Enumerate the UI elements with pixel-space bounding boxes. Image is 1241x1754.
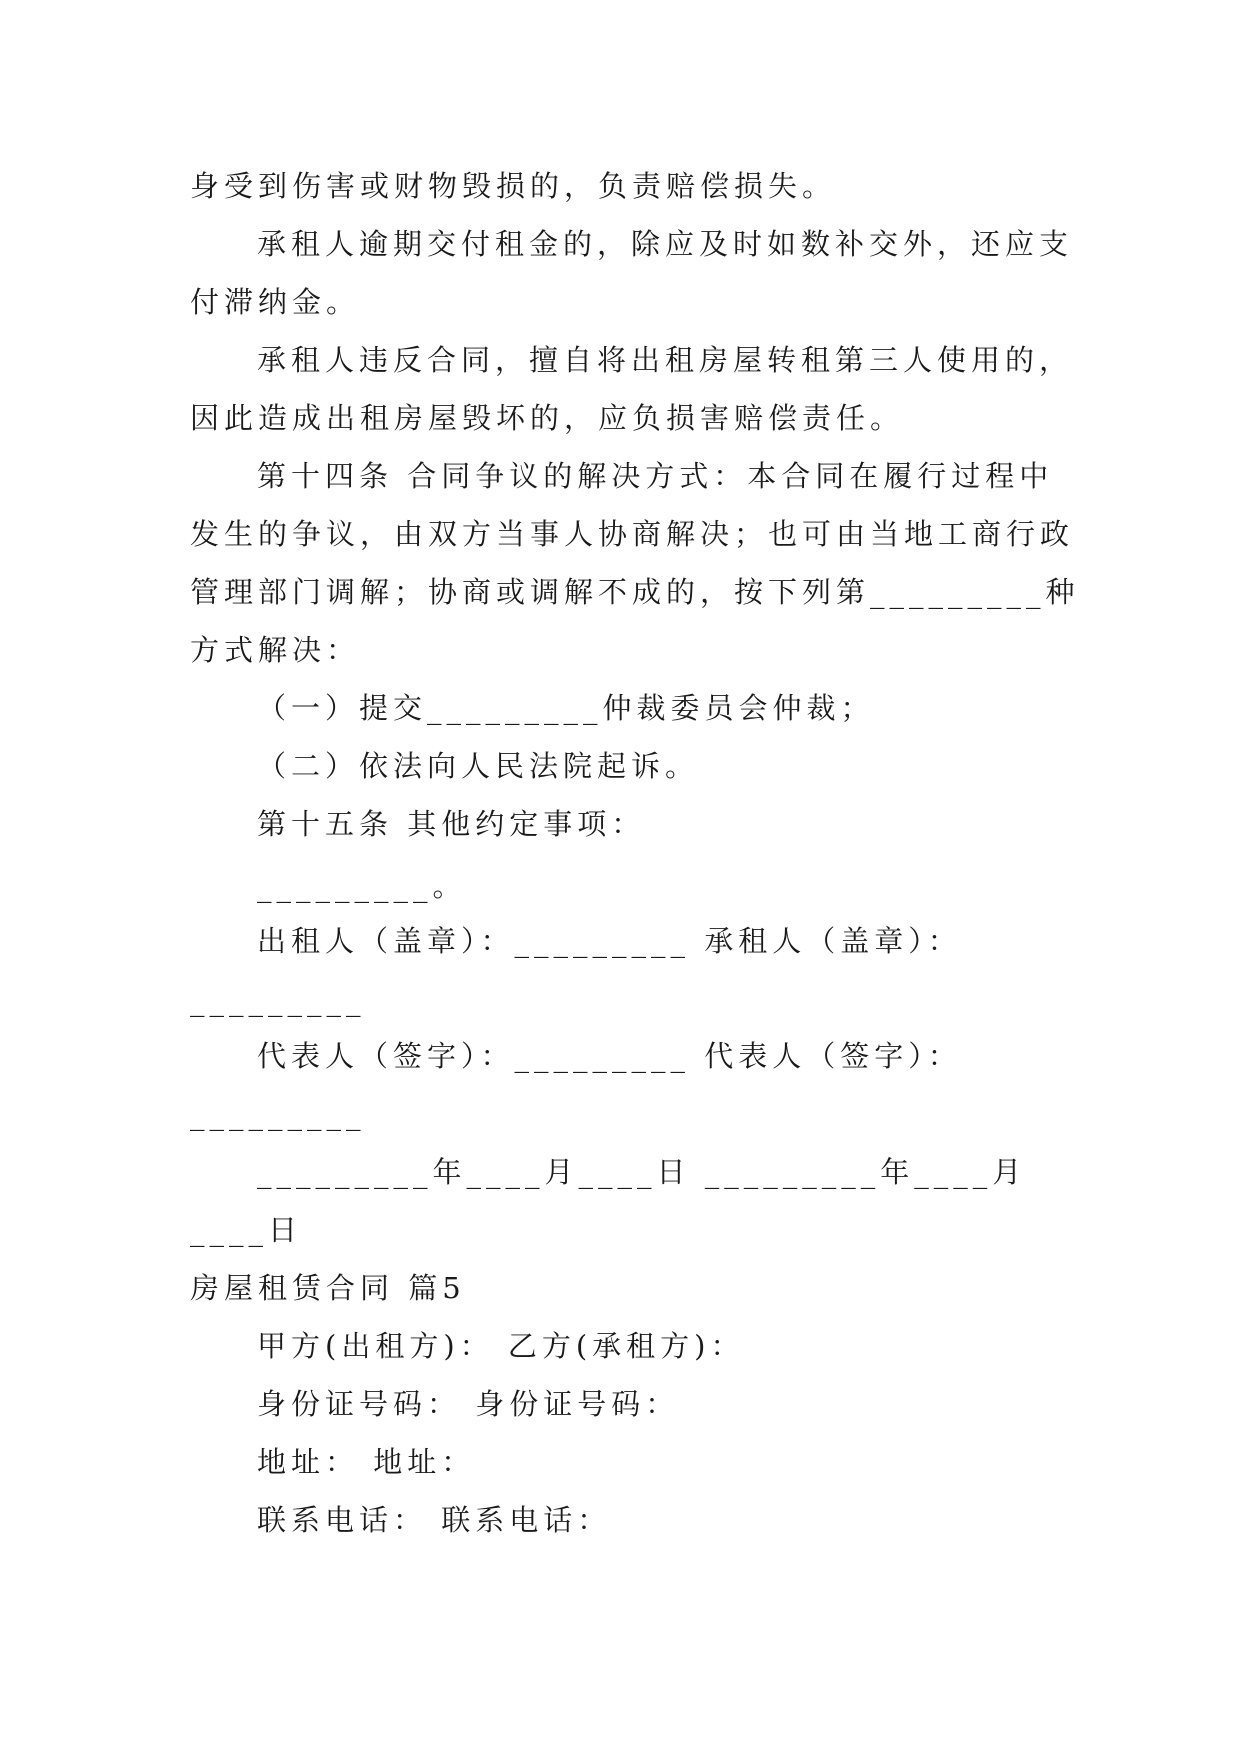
blank-line: _________ — [190, 1097, 366, 1131]
address-line: 地址： 地址： — [257, 1445, 476, 1479]
date-line-continued: ____日 — [190, 1213, 303, 1247]
party-line: 甲方(出租方)： 乙方(承租方)： — [257, 1329, 745, 1363]
paragraph-line: 付滞纳金。 — [190, 285, 361, 319]
paragraph-line: 承租人逾期交付租金的，除应及时如数补交外，还应支 — [257, 227, 1074, 261]
paragraph-line: 方式解决： — [190, 633, 361, 667]
paragraph-line: 管理部门调解；协商或调解不成的，按下列第_________种 — [190, 575, 1080, 609]
blank-line: _________。 — [257, 869, 467, 903]
blank-line: _________ — [190, 983, 366, 1017]
paragraph-line: 因此造成出租房屋毁坏的，应负损害赔偿责任。 — [190, 401, 905, 435]
representative-signature-line: 代表人（签字）：_________ 代表人（签字）： — [257, 1039, 962, 1073]
paragraph-line: 承租人违反合同，擅自将出租房屋转租第三人使用的， — [257, 343, 1074, 377]
article-14-heading: 第十四条 合同争议的解决方式：本合同在履行过程中 — [257, 459, 1054, 493]
paragraph-line: 发生的争议，由双方当事人协商解决；也可由当地工商行政 — [190, 517, 1075, 551]
date-line: _________年____月____日 _________年____月 — [257, 1155, 1027, 1189]
lessor-seal-line: 出租人（盖章）：_________ 承租人（盖章）： — [257, 924, 962, 958]
phone-line: 联系电话： 联系电话： — [257, 1503, 612, 1537]
article-15-heading: 第十五条 其他约定事项： — [257, 807, 646, 841]
option-two: （二）依法向人民法院起诉。 — [257, 749, 700, 783]
id-number-line: 身份证号码： 身份证号码： — [257, 1387, 680, 1421]
option-one: （一）提交_________仲裁委员会仲裁； — [257, 691, 875, 725]
paragraph-line: 身受到伤害或财物毁损的，负责赔偿损失。 — [190, 169, 837, 203]
section-title: 房屋租赁合同 篇5 — [190, 1271, 466, 1305]
